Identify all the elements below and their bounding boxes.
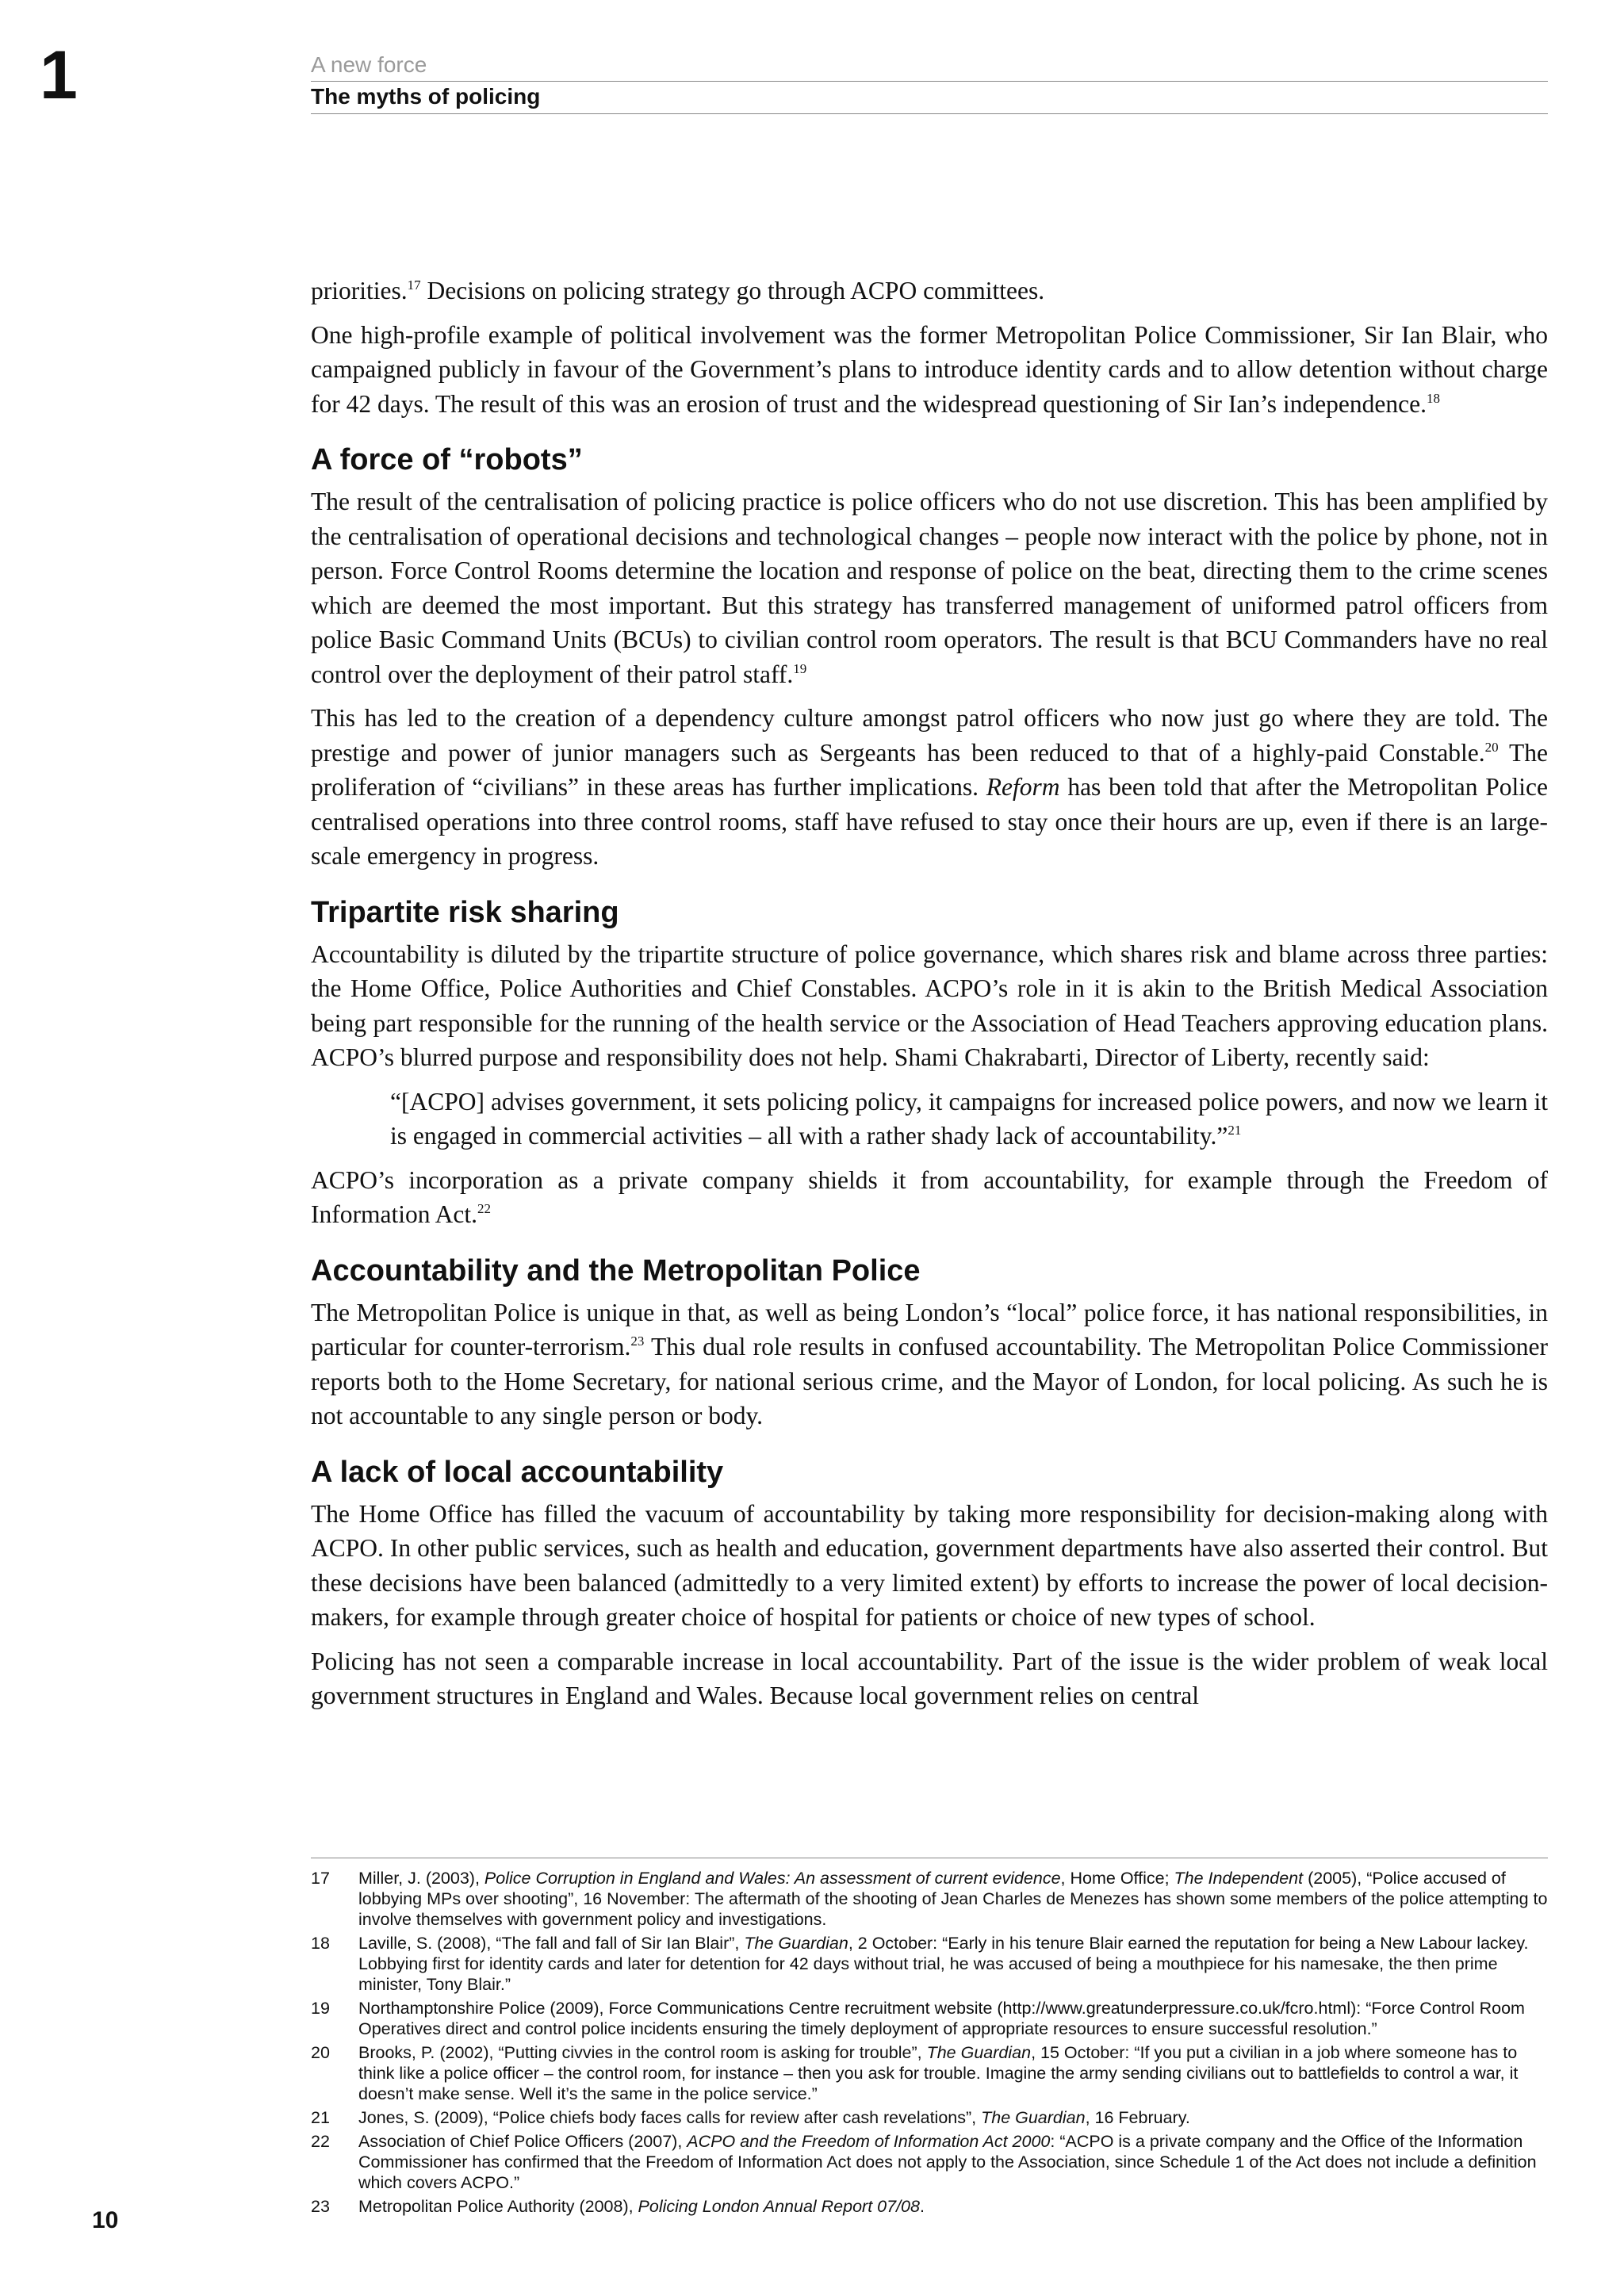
footnote — [311, 2131, 1548, 2193]
footnote-number: 20 — [311, 2043, 330, 2062]
footnote-text: Miller, J. (2003), Police Corruption in England and Wales: An assessment of current evidence, Home Office; The Independent (2005), “Police accused of lobbying MPs over shooting”, 16 November: The aftermath of the shooting of Jean Charles de Menezes has shown some members of the police attempting to involve themselves with government policy and investigations. — [358, 1869, 1548, 1929]
main-text — [311, 274, 1548, 1723]
footnote-text: Northamptonshire Police (2009), Force Communications Centre recruitment website (http://www.greatunderpressure.co.uk/fcro.html): “Force Control Room Operatives direct and control police incidents ensuring the timely deployment of appropriate resources to ensure successful resolution.” — [358, 1999, 1525, 2038]
footnote — [311, 1868, 1548, 1930]
chapter-number: 1 — [40, 37, 78, 113]
footnotes — [311, 1858, 1548, 2220]
footnote — [311, 2042, 1548, 2104]
block-quote: “[ACPO] advises government, it sets policing policy, it campaigns for increased police powers, and now we learn it is engaged in commercial activities – all with a rather shady lack of accountability.”$^{21}$ — [390, 1087, 1548, 1150]
footnote-text: Association of Chief Police Officers (2007), ACPO and the Freedom of Information Act 2000: “ACPO is a private company and the Office of the Information Commissioner has confirmed that the Freedom of Information Act does not apply to the Association, since Schedule 1 of the Act does not include a definition which covers ACPO.” — [358, 2132, 1537, 2192]
section-heading: A force of “robots” — [311, 443, 583, 476]
section-heading: Tripartite risk sharing — [311, 895, 619, 929]
footnote-ref[interactable]: 19 — [793, 660, 807, 676]
page-number: 10 — [92, 2207, 119, 2233]
footnote-number: 23 — [311, 2197, 330, 2216]
footnote-ref[interactable]: 23 — [630, 1334, 645, 1349]
footnote-text: Metropolitan Police Authority (2008), Policing London Annual Report 07/08. — [358, 2197, 925, 2216]
footnote — [311, 1998, 1548, 2039]
section-heading: A lack of local accountability — [311, 1455, 724, 1489]
footnote-text: Brooks, P. (2002), “Putting civvies in the control room is asking for trouble”, The Guardian, 15 October: “If you put a civilian in a job where someone has to think like a police officer – the control room, for instance – then you ask for trouble. Imagine the army sending civilians out to battlefields to control a war, it doesn’t make sense. Well it’s the same in the police service.” — [358, 2043, 1519, 2103]
footnote-number: 22 — [311, 2132, 330, 2151]
footnote — [311, 2196, 1548, 2217]
paragraph: Accountability is diluted by the tripartite structure of police governance, which shares risk and blame across three parties: the Home Office, Police Authorities and Chief Constables. ACPO’s role in it is akin to the British Medical Association being part responsible for the running of the health service or the Association of Head Teachers approving education plans. ACPO’s blurred purpose and responsibility does not help. Shami Chakrabarti, Director of Liberty, recently said: — [311, 939, 1548, 1071]
paragraph: This has led to the creation of a dependency culture amongst patrol officers who now just go where they are told. The prestige and power of junior managers such as Sergeants has been reduced to that of a highly-paid Constable.$^{20}$ The proliferation of “civilians” in these areas has further implications. Reform has been told that after the Metropolitan Police centralised operations into three control rooms, staff have refused to stay once their hours are up, even if there is an large-scale emergency in progress. — [311, 704, 1548, 870]
paragraph: One high-profile example of political involvement was the former Metropolitan Police Commissioner, Sir Ian Blair, who campaigned publicly in favour of the Government’s plans to introduce identity cards and to allow detention without charge for 42 days. The result of this was an erosion of trust and the widespread questioning of Sir Ian’s independence.$^{18}$ — [311, 320, 1548, 418]
footnote-ref[interactable]: 21 — [1228, 1123, 1242, 1138]
footnote-number: 18 — [311, 1934, 330, 1953]
footnote-number: 19 — [311, 1999, 330, 2018]
paragraph: ACPO’s incorporation as a private company shields it from accountability, for example through the Freedom of Information Act.$^{22}$ — [311, 1165, 1548, 1228]
paragraph: The result of the centralisation of policing practice is police officers who do not use discretion. This has been amplified by the centralisation of operational decisions and technological changes – people now interact with the police by phone, not in person. Force Control Rooms determine the location and response of police on the beat, directing them to the crime scenes which are deemed the most important. But this strategy has transferred management of uniformed patrol officers from police Basic Command Units (BCUs) to civilian control room operators. The result is that BCU Commanders have no real control over the deployment of their patrol staff.$^{19}$ — [311, 488, 1548, 688]
footnote-ref[interactable]: 18 — [1426, 390, 1440, 406]
footnote-text: Jones, S. (2009), “Police chiefs body faces calls for review after cash revelations”, The Guardian, 16 February. — [358, 2108, 1190, 2127]
paragraph: priorities.$^{17}$ Decisions on policing strategy go through ACPO committees. — [311, 277, 1045, 304]
paragraph: The Metropolitan Police is unique in that, as well as being London’s “local” police force, it has national responsibilities, in particular for counter-terrorism.$^{23}$ This dual role results in confused accountability. The Metropolitan Police Commissioner reports both to the Home Secretary, for national serious crime, and the Mayor of London, for local policing. As such he is not accountable to any single person or body. — [311, 1298, 1548, 1429]
section-heading: Accountability and the Metropolitan Police — [311, 1253, 921, 1288]
footnote-text: Laville, S. (2008), “The fall and fall of Sir Ian Blair”, The Guardian, 2 October: “Early in his tenure Blair earned the reputation for being a New Labour lackey. Lobbying first for identity cards and later for detention for 42 days without trial, he was accused of being a mouthpiece for his namesake, the then prime minister, Tony Blair.” — [358, 1934, 1529, 1994]
footnote-ref[interactable]: 22 — [477, 1201, 491, 1216]
running-head-section: A new force — [311, 51, 1548, 82]
running-head — [311, 51, 1548, 114]
footnote-ref[interactable]: 20 — [1484, 739, 1499, 755]
footnote-number: 21 — [311, 2108, 330, 2127]
running-head-chapter: The myths of policing — [311, 82, 1548, 114]
footnote — [311, 2107, 1548, 2128]
footnote-number: 17 — [311, 1869, 330, 1888]
footnote-ref[interactable]: 17 — [407, 277, 421, 293]
paragraph: Policing has not seen a comparable increase in local accountability. Part of the issue is the wider problem of weak local government structures in England and Wales. Because local government relies on central — [311, 1647, 1548, 1709]
footnote — [311, 1933, 1548, 1995]
paragraph: The Home Office has filled the vacuum of accountability by taking more responsibility for decision-making along with ACPO. In other public services, such as health and education, government departments have also asserted their control. But these decisions have been balanced (admittedly to a very limited extent) by efforts to increase the power of local decision-makers, for example through greater choice of hospital for patients or choice of new types of school. — [311, 1499, 1548, 1631]
